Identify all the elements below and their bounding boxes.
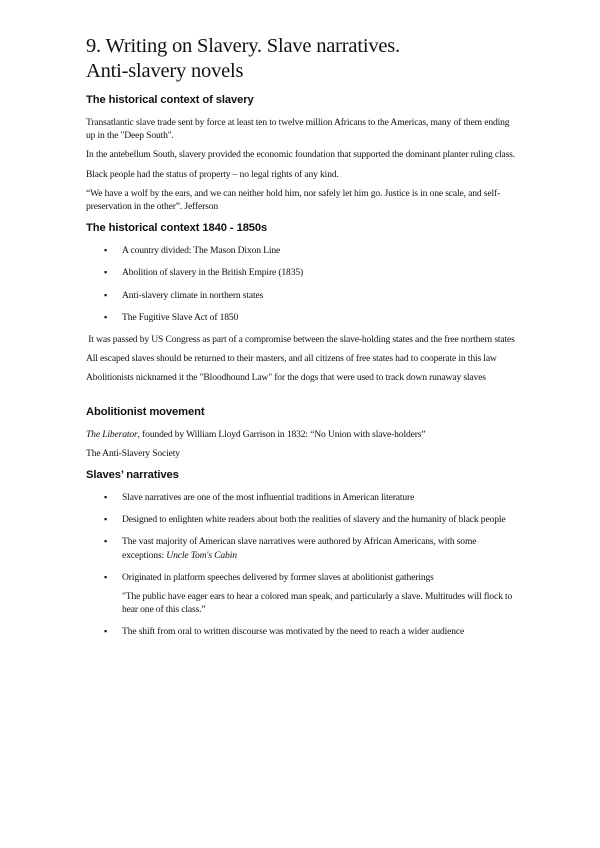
bullet-icon: ▪ [104,536,108,547]
list-item: ▪ Slave narratives are one of the most influential traditions in American literature [104,492,415,504]
heading-abolitionist-movement: Abolitionist movement [86,405,205,418]
bullet-icon: ▪ [104,626,108,637]
list-item: ▪ Originated in platform speeches delivered by former slaves at abolitionist gatherings [104,571,434,583]
paragraph: All escaped slaves should be returned to their masters, and all citizens of free states had to cooperate in this law [86,353,497,365]
list-item: ▪ The Fugitive Slave Act of 1850 [104,311,239,323]
document-page [86,34,516,648]
bullet-list [86,244,516,324]
jefferson-quote: “We have a wolf by the ears, and we can neither hold him, nor safely let him go. Justice is in one scale, and self-preservation in the other”. Jefferson [86,187,501,213]
bullet-icon: ▪ [104,245,108,256]
bullet-icon: ▪ [104,267,108,278]
document-title [86,34,516,84]
paragraph-society: The Anti-Slavery Society [86,447,180,459]
heading-historical-context-slavery: The historical context of slavery [86,94,254,106]
bullet-list [86,491,516,584]
list-item: ▪ Abolition of slavery in the British Empire (1835) [104,267,304,279]
bullet-icon: ▪ [104,571,108,582]
heading-slaves-narratives: Slaves’ narratives [86,469,179,482]
paragraph-liberator: The Liberator, founded by William Lloyd Garrison in 1832: “No Union with slave-holders” [86,428,426,440]
paragraph: Transatlantic slave trade sent by force at least ten to twelve million Africans to the Americas, many of them ending up in the "Deep South". [86,117,510,142]
title-line-1: 9. Writing on Slavery. Slave narratives. [86,35,400,57]
list-item: ▪ Designed to enlighten white readers about both the realities of slavery and the humanity of black people [104,514,506,526]
bullet-icon: ▪ [104,289,108,300]
list-item: ▪ The vast majority of American slave narratives were authored by African Americans, with some exceptions: Uncle Tom's Cabin [104,536,477,561]
liberator-title: The Liberator [86,428,138,440]
list-item: ▪ A country divided: The Mason Dixon Line [104,245,281,257]
title-line-2: Anti-slavery novels [86,60,244,82]
heading-historical-context-1840-1850s: The historical context 1840 - 1850s [86,222,268,235]
list-item: ▪ The shift from oral to written discourse was motivated by the need to reach a wider audience [104,626,465,638]
uncle-toms-cabin-title: Uncle Tom's Cabin [166,549,237,561]
paragraph: In the antebellum South, slavery provided the economic foundation that supported the dominant planter ruling class. [86,149,516,161]
paragraph: It was passed by US Congress as part of a compromise between the slave-holding states and the free northern states [86,334,515,346]
bullet-icon: ▪ [104,492,108,503]
bullet-icon: ▪ [104,514,108,525]
bullet-icon: ▪ [104,311,108,322]
public-quote: "The public have eager ears to hear a colored man speak, and particularly a slave. Multitudes will flock to hear one of this class.” [122,591,513,616]
paragraph: Abolitionists nicknamed it the "Bloodhound Law" for the dogs that were used to track down runaway slaves [86,372,486,384]
paragraph: Black people had the status of property – no legal rights of any kind. [86,168,339,180]
list-item: ▪ Anti-slavery climate in northern states [104,289,264,301]
bullet-list [86,625,516,638]
